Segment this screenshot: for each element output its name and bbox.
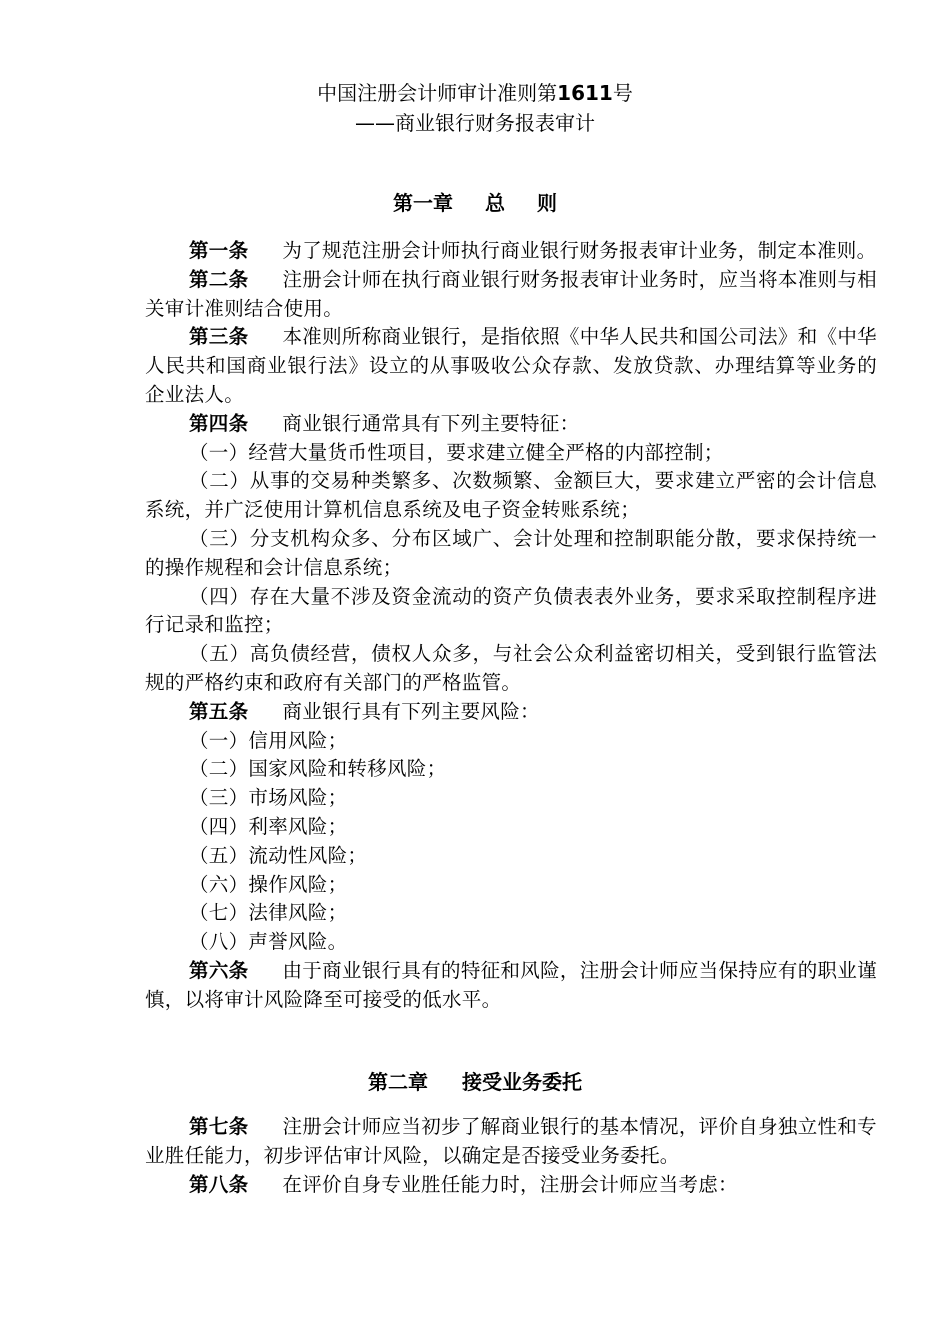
chapter-heading [0, 1066, 950, 1095]
article-paragraph [145, 410, 877, 439]
title-prefix: 中国注册会计师审计准则第 [317, 81, 558, 105]
article-label: 第七条 [189, 1115, 249, 1138]
article-text: 注册会计师应当初步了解商业银行的基本情况，评价自身独立性和专业胜任能力，初步评估审计风险，以确定是否接受业务委托。 [145, 1115, 877, 1167]
article-text: 在评价自身专业胜任能力时，注册会计师应当考虑： [282, 1172, 738, 1196]
list-item: （四）利率风险； [189, 814, 348, 838]
list-item: （四）存在大量不涉及资金流动的资产负债表表外业务，要求采取控制程序进行记录和监控； [145, 584, 877, 637]
article-paragraph [145, 266, 877, 324]
article-paragraph [145, 1113, 877, 1171]
article-paragraph [145, 698, 877, 727]
article-label: 第八条 [189, 1172, 249, 1196]
list-item: （三）市场风险； [189, 786, 348, 810]
article-paragraph [145, 237, 877, 266]
chapter-two-body [145, 1113, 877, 1199]
chapter-name-part: 则 [537, 191, 557, 215]
chapter-number: 第二章 [368, 1070, 428, 1094]
article-label: 第三条 [189, 325, 249, 349]
list-item: （七）法律风险； [189, 901, 348, 925]
chapter-name-part: 总 [485, 191, 505, 215]
article-paragraph [145, 1171, 877, 1200]
article-label: 第四条 [189, 411, 249, 435]
article-label: 第二条 [189, 267, 249, 291]
list-item: （五）流动性风险； [189, 843, 368, 867]
article-label: 第六条 [189, 958, 249, 982]
article-label: 第五条 [189, 699, 249, 723]
title-number: 1611 [557, 81, 613, 105]
chapter-name: 接受业务委托 [462, 1070, 582, 1094]
article-text: 本准则所称商业银行，是指依照《中华人民共和国公司法》和《中华人民共和国商业银行法》设立的从事吸收公众存款、发放贷款、办理结算等业务的企业法人。 [145, 325, 877, 406]
article-text: 由于商业银行具有的特征和风险，注册会计师应当保持应有的职业谨慎，以将审计风险降至可接受的低水平。 [145, 958, 877, 1011]
list-item: （二）国家风险和转移风险； [189, 757, 447, 781]
article-paragraph [145, 323, 877, 409]
list-item: （一）经营大量货币性项目，要求建立健全严格的内部控制； [189, 440, 724, 464]
list-item: （二）从事的交易种类繁多、次数频繁、金额巨大，要求建立严密的会计信息系统，并广泛使用计算机信息系统及电子资金转账系统； [145, 469, 877, 522]
article-text: 商业银行通常具有下列主要特征： [282, 411, 580, 435]
document-subtitle: ——商业银行财务报表审计 [355, 111, 595, 135]
list-item: （五）高负债经营，债权人众多，与社会公众利益密切相关，受到银行监管法规的严格约束和政府有关部门的严格监管。 [145, 642, 877, 694]
article-text: 为了规范注册会计师执行商业银行财务报表审计业务，制定本准则。 [282, 239, 877, 262]
article-label: 第一条 [189, 239, 249, 262]
list-item: （一）信用风险； [189, 728, 348, 752]
chapter-one-body [145, 237, 877, 1015]
list-item: （六）操作风险； [189, 872, 348, 896]
article-text: 注册会计师在执行商业银行财务报表审计业务时，应当将本准则与相关审计准则结合使用。 [145, 267, 877, 320]
title-suffix: 号 [612, 81, 633, 105]
list-item: （三）分支机构众多、分布区域广、会计处理和控制职能分散，要求保持统一的操作规程和会计信息系统； [145, 526, 877, 579]
article-text: 商业银行具有下列主要风险： [282, 699, 540, 723]
document-title [0, 77, 950, 106]
chapter-heading [0, 187, 950, 216]
article-paragraph [145, 957, 877, 1015]
chapter-number: 第一章 [393, 191, 453, 215]
list-item: （八）声誉风险。 [189, 930, 348, 954]
